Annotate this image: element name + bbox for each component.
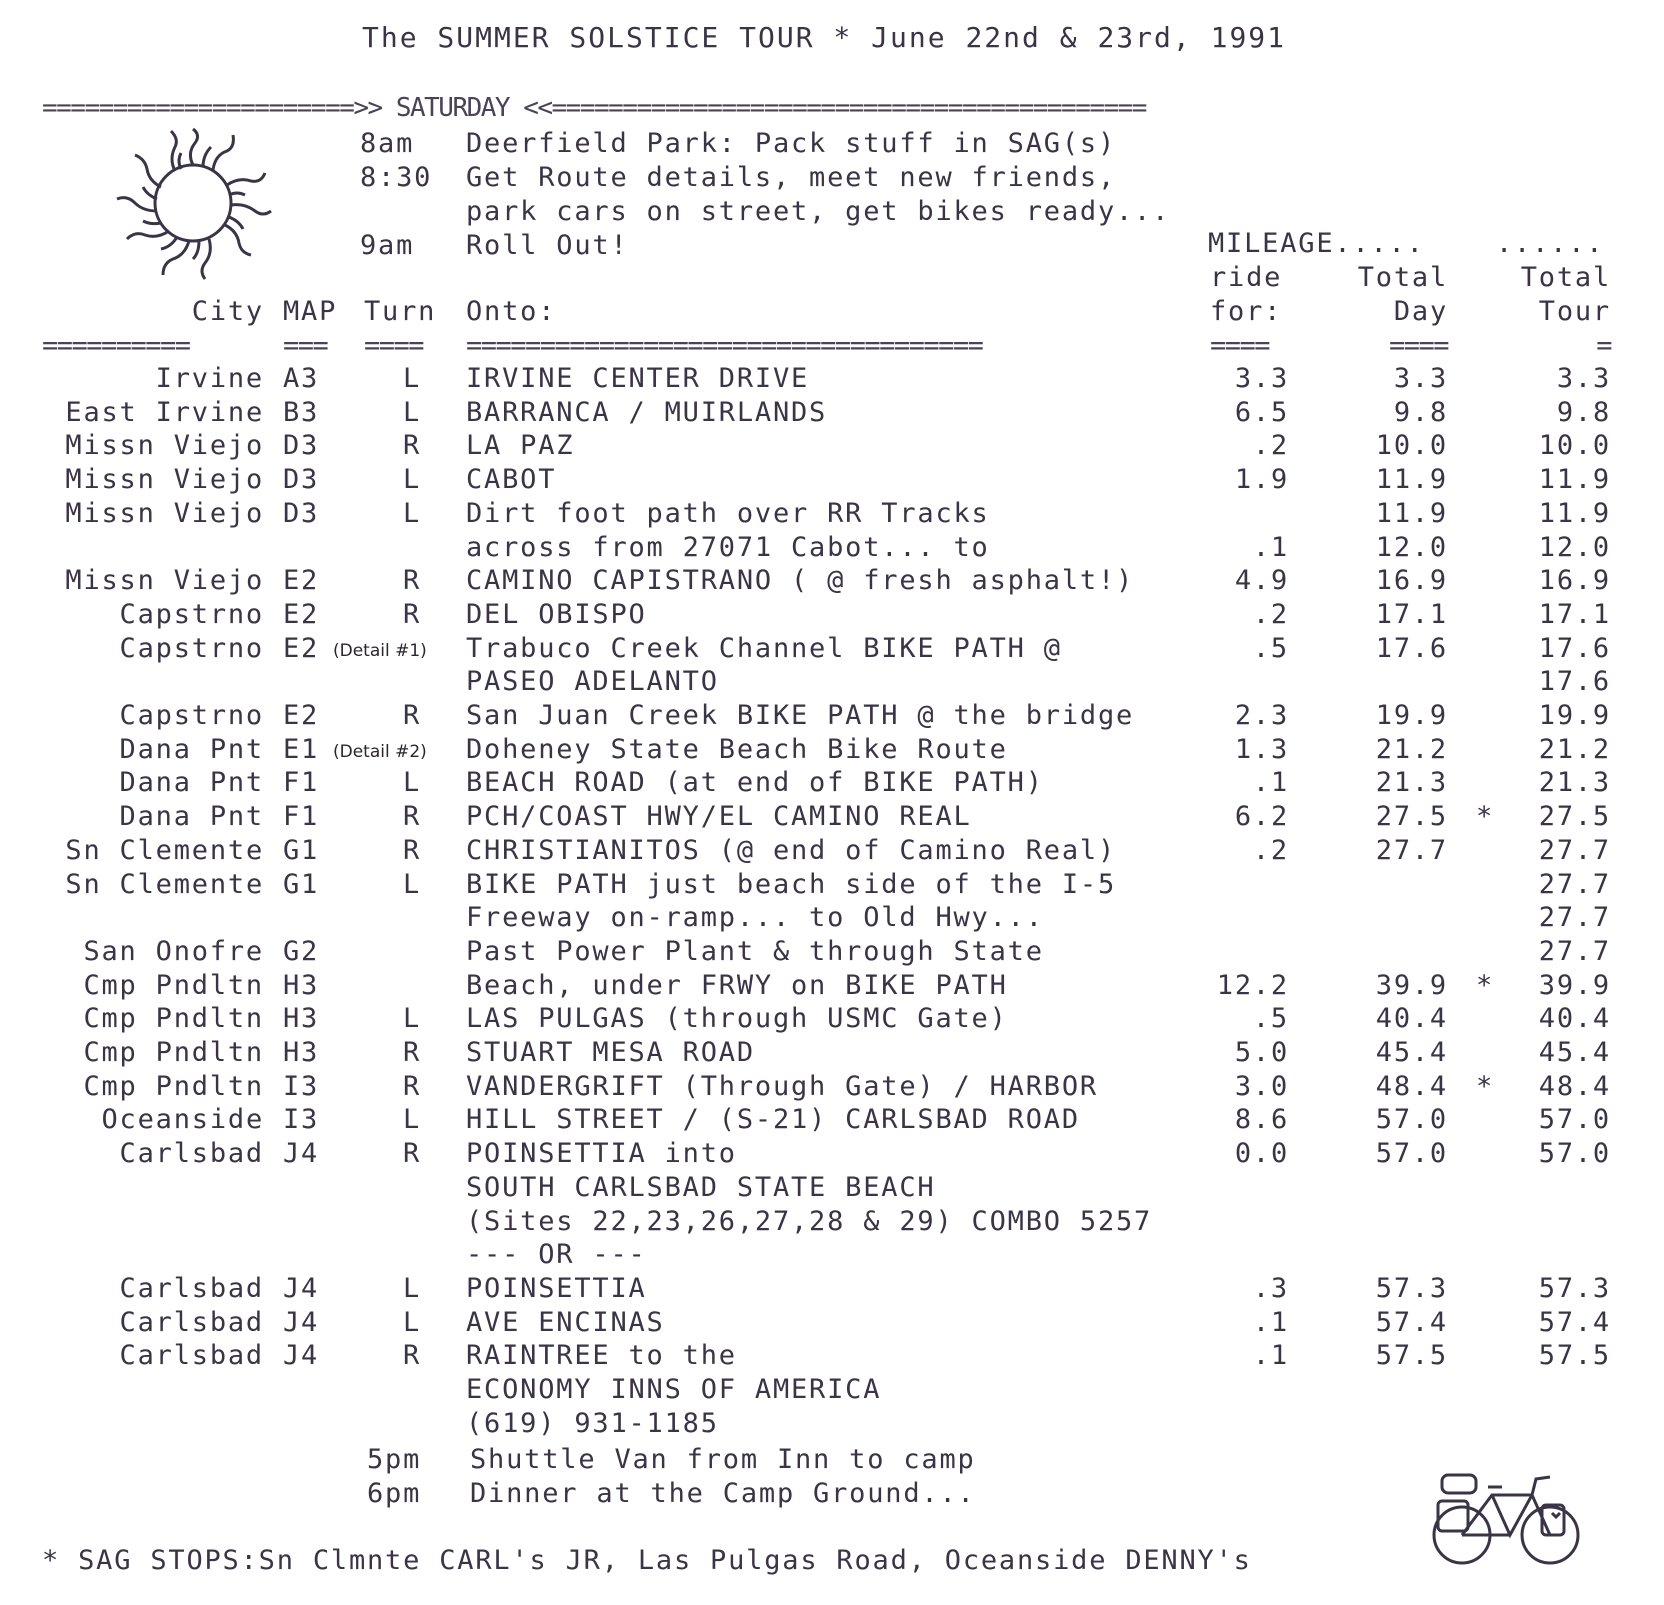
row-tour: 27.7 — [1538, 869, 1611, 900]
row-city: Capstrno — [119, 599, 264, 630]
row-turn: R — [403, 1037, 422, 1068]
row-turn: R — [403, 700, 422, 731]
row-onto: San Juan Creek BIKE PATH @ the bridge — [466, 700, 1135, 731]
row-turn: L — [403, 498, 422, 529]
row-onto: (Sites 22,23,26,27,28 & 29) COMBO 5257 — [466, 1206, 1153, 1237]
row-detail-note: (Detail #2) — [333, 742, 427, 762]
page-title: The SUMMER SOLSTICE TOUR * June 22nd & 23rd, 1991 — [362, 21, 1287, 54]
row-onto: BIKE PATH just beach side of the I-5 — [466, 869, 1116, 900]
row-tour: 21.3 — [1538, 767, 1611, 798]
row-tour: 19.9 — [1538, 700, 1611, 731]
row-onto: CAMINO CAPISTRANO ( @ fresh asphalt!) — [466, 565, 1135, 596]
row-map: D3 — [283, 430, 320, 461]
row-ride: 12.2 — [1216, 970, 1289, 1001]
schedule-time: 8am — [360, 128, 415, 159]
underline-turn: ==== — [364, 330, 424, 361]
row-day: 9.8 — [1393, 397, 1448, 428]
row-onto: AVE ENCINAS — [466, 1307, 665, 1338]
row-city: Dana Pnt — [119, 734, 264, 765]
row-map: F1 — [283, 801, 320, 832]
row-tour: 27.5 — [1538, 801, 1611, 832]
row-onto: Trabuco Creek Channel BIKE PATH @ — [466, 633, 1062, 664]
row-map: A3 — [283, 363, 320, 394]
row-turn: L — [403, 767, 422, 798]
row-tour: 11.9 — [1538, 498, 1611, 529]
row-city: Missn Viejo — [65, 464, 264, 495]
row-map: J4 — [283, 1273, 320, 1304]
row-city: Carlsbad — [119, 1273, 264, 1304]
row-city: Cmp Pndltn — [83, 1037, 264, 1068]
row-day: 16.9 — [1375, 565, 1448, 596]
row-ride: .1 — [1252, 767, 1289, 798]
row-ride: .3 — [1252, 1273, 1289, 1304]
row-tour: 57.5 — [1538, 1340, 1611, 1371]
row-day: 19.9 — [1375, 700, 1448, 731]
row-map: H3 — [283, 1003, 320, 1034]
row-tour: 39.9 — [1538, 970, 1611, 1001]
header-onto: Onto: — [466, 296, 557, 327]
header-total-tour: Total — [1520, 262, 1611, 293]
row-onto: --- OR --- — [466, 1239, 647, 1270]
row-day: 21.2 — [1375, 734, 1448, 765]
row-tour: 21.2 — [1538, 734, 1611, 765]
row-turn: L — [403, 869, 422, 900]
row-city: Sn Clemente — [65, 835, 264, 866]
row-onto: HILL STREET / (S-21) CARLSBAD ROAD — [466, 1104, 1080, 1135]
row-ride: 3.3 — [1234, 363, 1289, 394]
row-ride: 4.9 — [1234, 565, 1289, 596]
header-day: Day — [1393, 296, 1448, 327]
row-onto: CHRISTIANITOS (@ end of Camino Real) — [466, 835, 1116, 866]
row-tour: 27.7 — [1538, 835, 1611, 866]
row-tour: 57.0 — [1538, 1104, 1611, 1135]
row-turn: R — [403, 430, 422, 461]
row-tour: 17.6 — [1538, 666, 1611, 697]
row-map: E2 — [283, 700, 320, 731]
row-map: H3 — [283, 970, 320, 1001]
header-ride: ride — [1210, 262, 1283, 293]
row-tour: 40.4 — [1538, 1003, 1611, 1034]
row-city: East Irvine — [65, 397, 264, 428]
row-map: G1 — [283, 835, 320, 866]
row-onto: PCH/COAST HWY/EL CAMINO REAL — [466, 801, 972, 832]
row-turn: L — [403, 1003, 422, 1034]
row-onto: Beach, under FRWY on BIKE PATH — [466, 970, 1008, 1001]
row-ride: .2 — [1252, 430, 1289, 461]
row-map: B3 — [283, 397, 320, 428]
row-onto: VANDERGRIFT (Through Gate) / HARBOR — [466, 1071, 1098, 1102]
schedule-text: park cars on street, get bikes ready... — [466, 196, 1171, 227]
row-day: 57.0 — [1375, 1138, 1448, 1169]
row-map: G2 — [283, 936, 320, 967]
row-city: Missn Viejo — [65, 430, 264, 461]
row-tour: 3.3 — [1556, 363, 1611, 394]
row-onto: POINSETTIA into — [466, 1138, 737, 1169]
row-tour: 16.9 — [1538, 565, 1611, 596]
header-ride-for: for: — [1210, 296, 1283, 327]
header-map: MAP — [283, 296, 338, 327]
row-day: 11.9 — [1375, 464, 1448, 495]
underline-onto: =================================== — [466, 330, 983, 361]
row-tour: 17.6 — [1538, 633, 1611, 664]
row-map: F1 — [283, 767, 320, 798]
row-map: J4 — [283, 1307, 320, 1338]
row-map: I3 — [283, 1071, 320, 1102]
row-map: H3 — [283, 1037, 320, 1068]
row-ride: 1.9 — [1234, 464, 1289, 495]
row-onto: IRVINE CENTER DRIVE — [466, 363, 810, 394]
row-city: Missn Viejo — [65, 565, 264, 596]
underline-tour: = — [1596, 330, 1611, 361]
row-turn: L — [403, 397, 422, 428]
header-city: City — [191, 296, 264, 327]
row-turn: R — [403, 599, 422, 630]
row-ride: 6.2 — [1234, 801, 1289, 832]
row-city: Cmp Pndltn — [83, 970, 264, 1001]
row-ride: 0.0 — [1234, 1138, 1289, 1169]
row-turn: L — [403, 363, 422, 394]
row-ride: .1 — [1252, 1340, 1289, 1371]
row-ride: 6.5 — [1234, 397, 1289, 428]
underline-ride: ==== — [1210, 330, 1270, 361]
row-ride: 8.6 — [1234, 1104, 1289, 1135]
schedule-text: Shuttle Van from Inn to camp — [470, 1444, 976, 1475]
row-detail-note: (Detail #1) — [333, 641, 427, 661]
row-ride: .5 — [1252, 633, 1289, 664]
row-onto: across from 27071 Cabot... to — [466, 532, 990, 563]
row-tour: 48.4 — [1538, 1071, 1611, 1102]
row-city: Carlsbad — [119, 1340, 264, 1371]
row-sag-star: * — [1476, 970, 1495, 1001]
schedule-time: 9am — [360, 230, 415, 261]
row-onto: BEACH ROAD (at end of BIKE PATH) — [466, 767, 1044, 798]
row-onto: Past Power Plant & through State — [466, 936, 1044, 967]
header-tour: Tour — [1538, 296, 1611, 327]
row-turn: R — [403, 565, 422, 596]
row-map: E1 — [283, 734, 320, 765]
row-day: 57.5 — [1375, 1340, 1448, 1371]
row-map: E2 — [283, 599, 320, 630]
row-day: 3.3 — [1393, 363, 1448, 394]
row-onto: Freeway on-ramp... to Old Hwy... — [466, 902, 1044, 933]
row-turn: R — [403, 835, 422, 866]
row-day: 27.7 — [1375, 835, 1448, 866]
row-turn: L — [403, 1104, 422, 1135]
row-onto: PASEO ADELANTO — [466, 666, 719, 697]
row-tour: 11.9 — [1538, 464, 1611, 495]
row-turn: R — [403, 801, 422, 832]
row-map: J4 — [283, 1340, 320, 1371]
row-city: San Onofre — [83, 936, 264, 967]
row-ride: .1 — [1252, 1307, 1289, 1338]
row-city: Cmp Pndltn — [83, 1071, 264, 1102]
row-onto: STUART MESA ROAD — [466, 1037, 755, 1068]
row-turn: L — [403, 1307, 422, 1338]
row-turn: R — [403, 1071, 422, 1102]
row-tour: 57.3 — [1538, 1273, 1611, 1304]
header-mileage: MILEAGE..... — [1208, 228, 1425, 259]
row-tour: 17.1 — [1538, 599, 1611, 630]
row-day: 45.4 — [1375, 1037, 1448, 1068]
row-tour: 27.7 — [1538, 936, 1611, 967]
underline-map: === — [283, 330, 328, 361]
sag-stops-footer: * SAG STOPS:Sn Clmnte CARL's JR, Las Pulgas Road, Oceanside DENNY's — [42, 1545, 1252, 1576]
row-map: E2 — [283, 565, 320, 596]
underline-city: ========== — [42, 330, 190, 361]
sun-icon — [105, 125, 280, 285]
row-map: G1 — [283, 869, 320, 900]
row-ride: 3.0 — [1234, 1071, 1289, 1102]
schedule-time: 8:30 — [360, 162, 433, 193]
row-day: 39.9 — [1375, 970, 1448, 1001]
row-onto: LAS PULGAS (through USMC Gate) — [466, 1003, 1008, 1034]
row-day: 12.0 — [1375, 532, 1448, 563]
row-day: 57.0 — [1375, 1104, 1448, 1135]
row-tour: 12.0 — [1538, 532, 1611, 563]
row-city: Missn Viejo — [65, 498, 264, 529]
row-day: 11.9 — [1375, 498, 1448, 529]
row-onto: DEL OBISPO — [466, 599, 647, 630]
row-map: J4 — [283, 1138, 320, 1169]
row-tour: 57.4 — [1538, 1307, 1611, 1338]
row-ride: .2 — [1252, 599, 1289, 630]
underline-day: ==== — [1388, 330, 1448, 361]
row-city: Sn Clemente — [65, 869, 264, 900]
row-tour: 9.8 — [1556, 397, 1611, 428]
row-city: Dana Pnt — [119, 767, 264, 798]
row-sag-star: * — [1476, 801, 1495, 832]
row-onto: CABOT — [466, 464, 557, 495]
row-onto: SOUTH CARLSBAD STATE BEACH — [466, 1172, 936, 1203]
row-onto: Doheney State Beach Bike Route — [466, 734, 1008, 765]
schedule-text: Deerfield Park: Pack stuff in SAG(s) — [466, 128, 1116, 159]
header-mileage-dots: ...... — [1496, 228, 1605, 259]
row-day: 40.4 — [1375, 1003, 1448, 1034]
schedule-time: 6pm — [367, 1478, 422, 1509]
row-city: Cmp Pndltn — [83, 1003, 264, 1034]
row-ride: .1 — [1252, 532, 1289, 563]
schedule-time: 5pm — [367, 1444, 422, 1475]
row-turn: L — [403, 464, 422, 495]
row-day: 10.0 — [1375, 430, 1448, 461]
row-map: D3 — [283, 464, 320, 495]
day-banner: ======================>> SATURDAY <<========================================== — [42, 93, 1146, 123]
row-tour: 27.7 — [1538, 902, 1611, 933]
row-turn: L — [403, 1273, 422, 1304]
row-day: 48.4 — [1375, 1071, 1448, 1102]
row-turn: R — [403, 1340, 422, 1371]
row-map: D3 — [283, 498, 320, 529]
row-onto: (619) 931-1185 — [466, 1408, 719, 1439]
row-onto: ECONOMY INNS OF AMERICA — [466, 1374, 882, 1405]
row-ride: .2 — [1252, 835, 1289, 866]
row-onto: LA PAZ — [466, 430, 575, 461]
row-city: Irvine — [155, 363, 264, 394]
row-sag-star: * — [1476, 1071, 1495, 1102]
row-city: Carlsbad — [119, 1307, 264, 1338]
schedule-text: Roll Out! — [466, 230, 629, 261]
header-turn: Turn — [364, 296, 437, 327]
row-tour: 57.0 — [1538, 1138, 1611, 1169]
row-day: 57.4 — [1375, 1307, 1448, 1338]
row-onto: Dirt foot path over RR Tracks — [466, 498, 990, 529]
row-tour: 10.0 — [1538, 430, 1611, 461]
row-city: Dana Pnt — [119, 801, 264, 832]
row-map: E2 — [283, 633, 320, 664]
row-ride: .5 — [1252, 1003, 1289, 1034]
row-day: 57.3 — [1375, 1273, 1448, 1304]
row-onto: RAINTREE to the — [466, 1340, 737, 1371]
row-onto: BARRANCA / MUIRLANDS — [466, 397, 828, 428]
schedule-text: Dinner at the Camp Ground... — [470, 1478, 976, 1509]
row-day: 21.3 — [1375, 767, 1448, 798]
row-day: 17.1 — [1375, 599, 1448, 630]
row-turn: R — [403, 1138, 422, 1169]
row-tour: 45.4 — [1538, 1037, 1611, 1068]
row-city: Capstrno — [119, 633, 264, 664]
row-day: 27.5 — [1375, 801, 1448, 832]
header-total-day: Total — [1357, 262, 1448, 293]
row-ride: 5.0 — [1234, 1037, 1289, 1068]
schedule-text: Get Route details, meet new friends, — [466, 162, 1116, 193]
row-city: Carlsbad — [119, 1138, 264, 1169]
row-day: 17.6 — [1375, 633, 1448, 664]
row-map: I3 — [283, 1104, 320, 1135]
row-onto: POINSETTIA — [466, 1273, 647, 1304]
row-city: Oceanside — [101, 1104, 264, 1135]
row-ride: 1.3 — [1234, 734, 1289, 765]
row-city: Capstrno — [119, 700, 264, 731]
row-ride: 2.3 — [1234, 700, 1289, 731]
bicycle-icon — [1432, 1465, 1582, 1575]
